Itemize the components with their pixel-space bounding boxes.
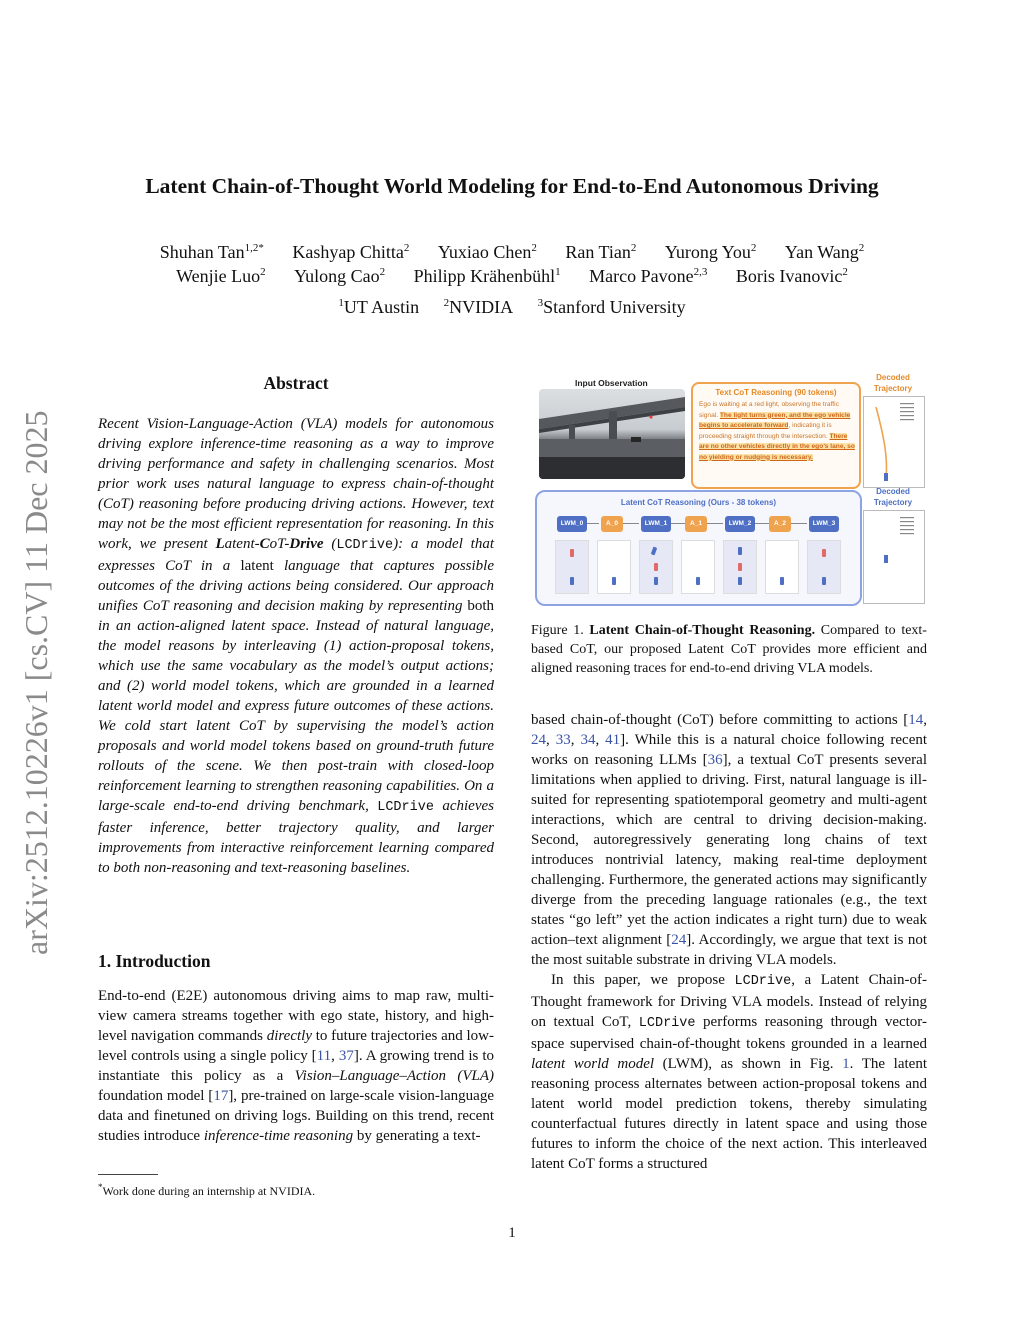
- action-tile: [765, 540, 799, 594]
- action-tile: [597, 540, 631, 594]
- latent-token: LWM_3: [809, 516, 839, 532]
- author: Yulong Cao$^2$: [294, 266, 386, 286]
- abstract-text: Recent Vision-Language-Action (VLA) models for autonomous driving explore inference-time reasoning as a way to improve driving performance and safety in challenging scenarios. Most prior work uses natural language to express chain-of-thought (CoT) reasoning before producing driving actions. However, text may not be the most efficient representation for reasoning. In this work, we present Latent-CoT-Drive (LCDrive): a model that expresses CoT in a latent language that captures possible outcomes of the driving actions being considered. Our approach unifies CoT reasoning and decision making by representing both in an action-aligned latent space. Instead of natural language, the model reasons by interleaving (1) action-proposal tokens, which use the same vocabulary as the model’s output actions; and (2) world model tokens, which are grounded in a learned latent world model and express future outcomes of these actions. We cold start latent CoT by supervising the model’s action proposals and world model tokens based on ground-truth future rollouts of the scene. We then post-train with closed-loop reinforcement learning to strengthen reasoning capabilities. On a large-scale end-to-end driving benchmark, LCDrive achieves faster inference, better trajectory quality, and larger improvements from interactive reinforcement learning compared to both non-reasoning and text-reasoning baselines.: [98, 416, 495, 876]
- text-cot-body: Ego is waiting at a red light, observing the traffic signal. The light turns green, and the ego vehicle begins to accelerate forward, indicating it is proceeding straight through the intersection. There are no other vehicles directly in the ego’s lane, so no yielding or nudging is necessary.: [699, 401, 855, 461]
- text-cot-title: Text CoT Reasoning (90 tokens): [715, 388, 837, 397]
- page-number: 1: [508, 1225, 516, 1241]
- author: Wenjie Luo$^2$: [176, 266, 266, 286]
- citation-link[interactable]: 17: [213, 1088, 229, 1104]
- author-line-2: [60, 264, 964, 288]
- code-name: LCDrive: [377, 800, 434, 815]
- arrow: [755, 523, 769, 524]
- code-name: LCDrive: [638, 1016, 696, 1031]
- citation-link[interactable]: 34: [580, 732, 596, 748]
- right-column-text: [531, 710, 927, 1174]
- footnote-rule: [98, 1174, 158, 1175]
- citation-link[interactable]: 36: [707, 752, 723, 768]
- arrow: [587, 523, 599, 524]
- author: Shuhan Tan$^{1,2*}$: [159, 242, 264, 262]
- arrow: [623, 523, 639, 524]
- decoded-trajectory-label-bottom: Decoded Trajectory: [873, 487, 913, 507]
- author-line-1: [60, 240, 964, 264]
- figure-reference-link[interactable]: 1: [842, 1056, 850, 1072]
- figure-1: [531, 372, 927, 608]
- author: Marco Pavone$^{2,3}$: [589, 266, 708, 286]
- code-name: LCDrive: [734, 974, 792, 989]
- author: Kashyap Chitta$^2$: [292, 242, 410, 262]
- author: Yuxiao Chen$^2$: [437, 242, 537, 262]
- world-model-tile: [639, 540, 673, 594]
- affiliation: $^3$Stanford University: [537, 297, 686, 317]
- latent-token: LWM_2: [725, 516, 755, 532]
- action-token: A_0: [601, 516, 623, 532]
- latent-token: LWM_1: [641, 516, 671, 532]
- world-model-tile: [807, 540, 841, 594]
- affiliation: $^2$NVIDIA: [443, 297, 514, 317]
- affiliation: $^1$UT Austin: [338, 297, 420, 317]
- citation-link[interactable]: 37: [338, 1048, 354, 1064]
- intro-paragraph: End-to-end (E2E) autonomous driving aims to map raw, multi-view camera streams together with ego state, history, and high-level navigation commands directly to future trajectories and low-level controls using a single policy [11, 37]. A growing trend is to instantiate this policy as a Vision–Language–Action (VLA) foundation model [17], pre-trained on large-scale vision-language data and finetuned on driving logs. Building on this trend, recent studies introduce inference-time reasoning by generating a text-: [98, 988, 494, 1144]
- figure-caption: Figure 1. Latent Chain-of-Thought Reasoning. Compared to text-based CoT, our proposed Latent CoT provides more efficient and aligned reasoning traces for end-to-end driving VLA models.: [531, 623, 927, 676]
- footnote: *Work done during an internship at NVIDIA.: [98, 1182, 316, 1198]
- citation-link[interactable]: 33: [555, 732, 571, 748]
- citation-link[interactable]: 14: [908, 712, 924, 728]
- author: Yan Wang$^2$: [784, 242, 865, 262]
- author: Philipp Krähenbühl$^1$: [413, 266, 561, 286]
- arrow: [671, 523, 685, 524]
- decoded-trajectory-label-top: Decoded Trajectory: [873, 373, 913, 393]
- world-model-tile: [723, 540, 757, 594]
- action-token: A_1: [685, 516, 707, 532]
- author: Boris Ivanovic$^2$: [735, 266, 848, 286]
- action-token: A_2: [769, 516, 791, 532]
- author: Ran Tian$^2$: [565, 242, 637, 262]
- paragraph: based chain-of-thought (CoT) before committing to actions [14, 24, 33, 34, 41]. While this is a natural choice following recent works on reasoning LLMs [36], a textual CoT presents several limitations when applied to driving. First, natural language is ill-suited for representing spatiotemporal geometry and multi-agent interactions, which are central to driving decision-making. Second, autoregressively generating long chains of text introduces nontrivial latency, making real-time deployment challenging. Furthermore, the generated actions may significantly diverge from the preceding language rationales (e.g., the text states “go left” yet the action indicates a right turn) due to weak action–text alignment [24]. Accordingly, we argue that text is not the most suitable substrate in driving VLA models.: [531, 712, 928, 968]
- citation-link[interactable]: 24: [671, 932, 687, 948]
- input-observation-label: Input Observation: [575, 378, 648, 388]
- decoded-trajectory-plot-bottom: [863, 510, 925, 604]
- world-model-tile: [555, 540, 589, 594]
- arrow: [707, 523, 723, 524]
- citation-link[interactable]: 41: [605, 732, 621, 748]
- abstract-heading: Abstract: [263, 373, 329, 393]
- code-name: LCDrive: [336, 538, 394, 553]
- citation-link[interactable]: 24: [531, 732, 546, 748]
- section-heading-introduction: 1. Introduction: [98, 951, 211, 971]
- citation-link[interactable]: 11: [316, 1048, 332, 1064]
- decoded-trajectory-plot-top: [863, 396, 925, 488]
- affiliations: [60, 297, 964, 318]
- latent-cot-title: Latent CoT Reasoning (Ours - 38 tokens): [620, 498, 777, 507]
- text-cot-box: [691, 382, 861, 489]
- action-tile: [681, 540, 715, 594]
- paper-title: Latent Chain-of-Thought World Modeling for End-to-End Autonomous Driving: [145, 174, 879, 198]
- arrow: [791, 523, 807, 524]
- author-list: [60, 240, 964, 288]
- camera-image: [539, 389, 685, 479]
- paragraph: In this paper, we propose LCDrive, a Latent Chain-of-Thought framework for Driving VLA models. Instead of relying on textual CoT, LCDrive performs reasoning through vector-space supervised chain-of-thought tokens grounded in a learned latent world model (LWM), as shown in Fig. 1. The latent reasoning process alternates between action-proposal tokens and latent world model prediction tokens, thereby simulating counterfactual futures directly in latent space and using those futures to inform the choice of the next action. This interleaved latent CoT forms a structured: [531, 972, 927, 1172]
- arxiv-identifier: arXiv:2512.10226v1 [cs.CV] 11 Dec 2025: [18, 410, 54, 955]
- latent-cot-box: [535, 490, 862, 606]
- latent-token: LWM_0: [557, 516, 587, 532]
- author: Yurong You$^2$: [664, 242, 757, 262]
